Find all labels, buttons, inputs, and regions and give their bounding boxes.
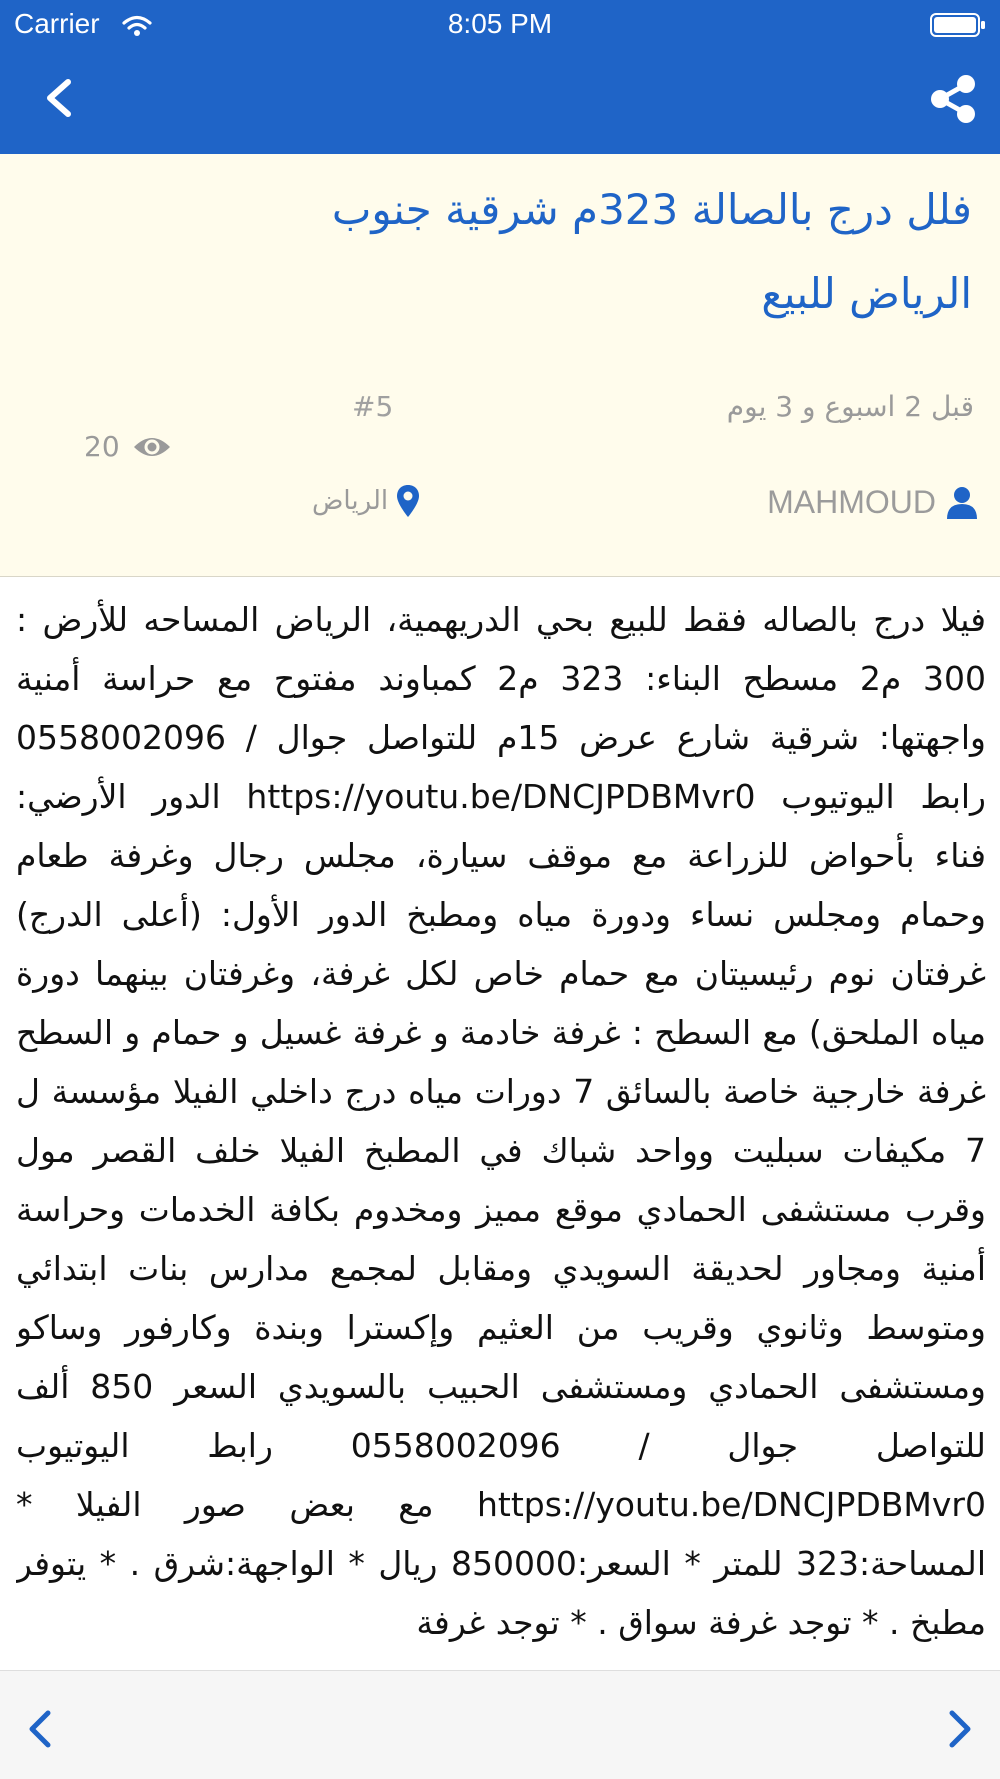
back-button[interactable] [40, 76, 80, 120]
chevron-left-icon [40, 76, 80, 120]
listing-title: فلل درج بالصالة 323م شرقية جنوب الرياض للبيع [331, 185, 972, 318]
views-count [84, 430, 172, 463]
status-time: 8:05 PM [447, 8, 553, 39]
author-name: MAHMOUD [767, 484, 936, 520]
location [312, 484, 420, 518]
share-button[interactable] [928, 74, 978, 124]
location-city: الرياض [312, 486, 389, 516]
carrier-label: Carrier [14, 8, 100, 39]
listing-description: فيلا درج بالصاله فقط للبيع بحي الدريهمية، الرياض المساحه للأرض : 300 م2 مسطح البناء: 323 م2 كمباوند مفتوح مع حراسة أمنية واجهتها: شرقية شارع عرض 15م للتواصل جوال / 0558002096 رابط اليوتيوب https://youtu.be/DNCJPDBMvr0 الدور الأرضي: فناء بأحواض للزراعة مع موقف سيارة، مجلس رجال وغرفة طعام وحمام ومجلس نساء ودورة مياه ومطبخ الدور الأول: (أعلى الدرج) غرفتان نوم رئيسيتان مع حمام خاص لكل غرفة، وغرفتان بينهما دورة مياه الملحق) مع السطح : غرفة خادمة و غرفة غسيل و حمام و السطح غرفة خارجية خاصة بالسائق 7 دورات مياه درج داخلي الفيلا مؤسسة ل 7 مكيفات سبليت وواحد شباك في المطبخ الفيلا خلف القصر مول وقرب مستشفى الحمادي موقع مميز ومخدوم بكافة الخدمات وحراسة أمنية ومجاور لحديقة السويدي ومقابل لمجمع مدارس بنات ابتدائي ومتوسط وثانوي وقريب من العثيم وإكسترا وبندة وكارفور وساكو ومستشفى الحمادي ومستشفى الحبيب بالسويدي السعر 850 ألف للتواصل جوال / 0558002096 رابط اليوتيوب https://youtu.be/DNCJPDBMvr0 مع بعض صور الفيلا * المساحة:323 للمتر * السعر:850000 ريال * الواجهة:شرق . * يتوفر مطبخ . * توجد غرفة سواق . * توجد غرفة [16, 600, 986, 1642]
user-icon [946, 486, 978, 520]
listing-id: #5 [352, 390, 394, 423]
bottom-toolbar [0, 1670, 1000, 1779]
views-value: 20 [84, 430, 120, 463]
share-icon [928, 74, 978, 124]
top-navigation-bar [0, 0, 1000, 154]
battery-icon [930, 12, 986, 36]
chevron-left-icon [22, 1707, 62, 1751]
listing-header [0, 154, 1000, 577]
posted-time: قبل 2 اسبوع و 3 يوم [726, 390, 974, 423]
chevron-right-icon [938, 1707, 978, 1751]
map-pin-icon [396, 484, 420, 518]
author[interactable] [767, 484, 978, 521]
next-button[interactable] [938, 1707, 978, 1751]
status-bar [0, 0, 1000, 50]
previous-button[interactable] [22, 1707, 62, 1751]
eye-icon [132, 433, 172, 461]
